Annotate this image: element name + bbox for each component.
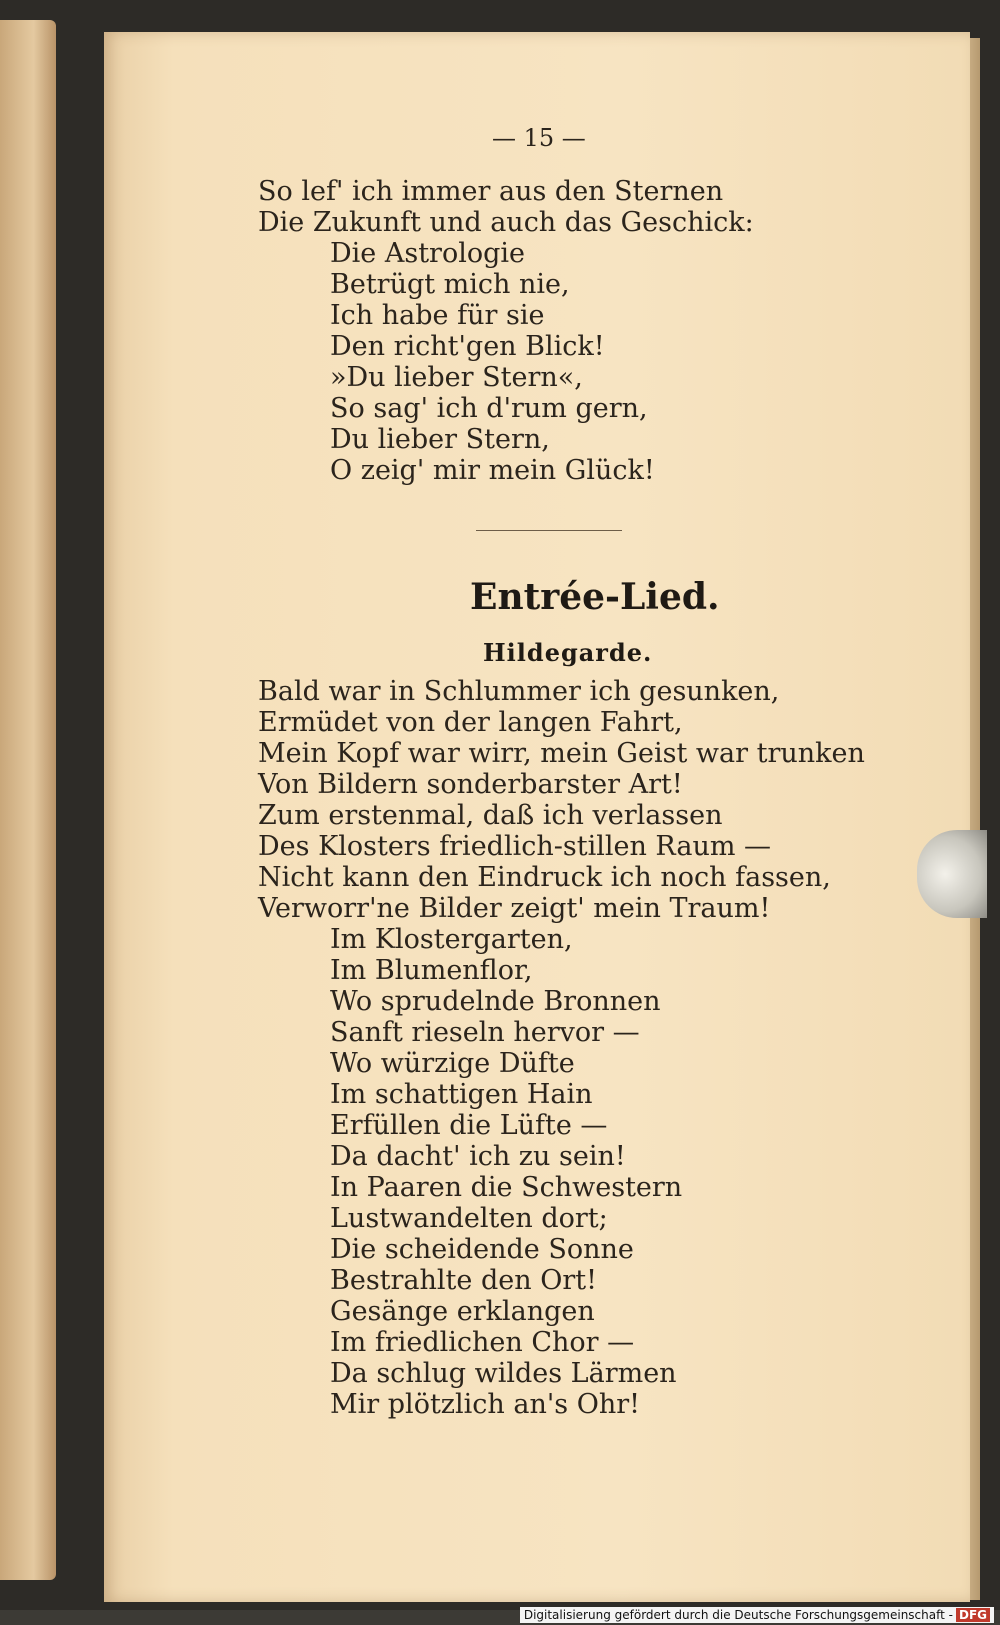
verse-line: Da schlug wildes Lärmen [330, 1358, 677, 1389]
verse-line: Des Klosters friedlich-stillen Raum — [258, 831, 772, 862]
verse-line: »Du lieber Stern«, [330, 362, 583, 393]
verse-line: O zeig' mir mein Glück! [330, 455, 655, 486]
verse-line: Lustwandelten dort; [330, 1203, 608, 1234]
verse-line: Sanft rieseln hervor — [330, 1017, 640, 1048]
verse-line: Im Klostergarten, [330, 924, 573, 955]
verse-line: Bestrahlte den Ort! [330, 1265, 597, 1296]
verse-line: Da dacht' ich zu sein! [330, 1141, 626, 1172]
verse-line: Mir plötzlich an's Ohr! [330, 1389, 641, 1420]
verse-line: Bald war in Schlummer ich gesunken, [258, 676, 780, 707]
verse-line: So sag' ich d'rum gern, [330, 393, 648, 424]
footer-text: Digitalisierung gefördert durch die Deutsche Forschungsgemeinschaft - [523, 1608, 953, 1622]
footer-credit [520, 1607, 994, 1623]
verse-line: Betrügt mich nie, [330, 269, 570, 300]
verse-line: Im friedlichen Chor — [330, 1327, 635, 1358]
verse-line: So lef' ich immer aus den Sternen [258, 176, 724, 207]
verse-line: Die Astrologie [330, 238, 525, 269]
section-title: Entrée-Lied. [470, 576, 720, 618]
verse-line: Im Blumenflor, [330, 955, 533, 986]
left-page-edge [0, 20, 56, 1580]
verse-line: Von Bildern sonderbarster Art! [258, 769, 683, 800]
verse-line: Die Zukunft und auch das Geschick: [258, 207, 754, 238]
verse-line: Ich habe für sie [330, 300, 545, 331]
verse-line: Wo sprudelnde Bronnen [330, 986, 661, 1017]
verse-line: Im schattigen Hain [330, 1079, 593, 1110]
verse-line: In Paaren die Schwestern [330, 1172, 683, 1203]
verse-line: Du lieber Stern, [330, 424, 550, 455]
dfg-logo: DFG [956, 1608, 990, 1622]
verse-line: Verworr'ne Bilder zeigt' mein Traum! [258, 893, 771, 924]
verse-line: Den richt'gen Blick! [330, 331, 605, 362]
page-number: — 15 — [492, 124, 586, 152]
verse-line: Mein Kopf war wirr, mein Geist war trunken [258, 738, 865, 769]
verse-line: Zum erstenmal, daß ich verlassen [258, 800, 723, 831]
verse-line: Erfüllen die Lüfte — [330, 1110, 608, 1141]
verse-line: Wo würzige Düfte [330, 1048, 575, 1079]
verse-line: Die scheidende Sonne [330, 1234, 634, 1265]
page-clip [917, 830, 987, 918]
section-subtitle: Hildegarde. [483, 638, 653, 667]
verse-line: Gesänge erklangen [330, 1296, 595, 1327]
verse-line: Nicht kann den Eindruck ich noch fassen, [258, 862, 831, 893]
verse-line: Ermüdet von der langen Fahrt, [258, 707, 683, 738]
section-divider [476, 530, 622, 531]
